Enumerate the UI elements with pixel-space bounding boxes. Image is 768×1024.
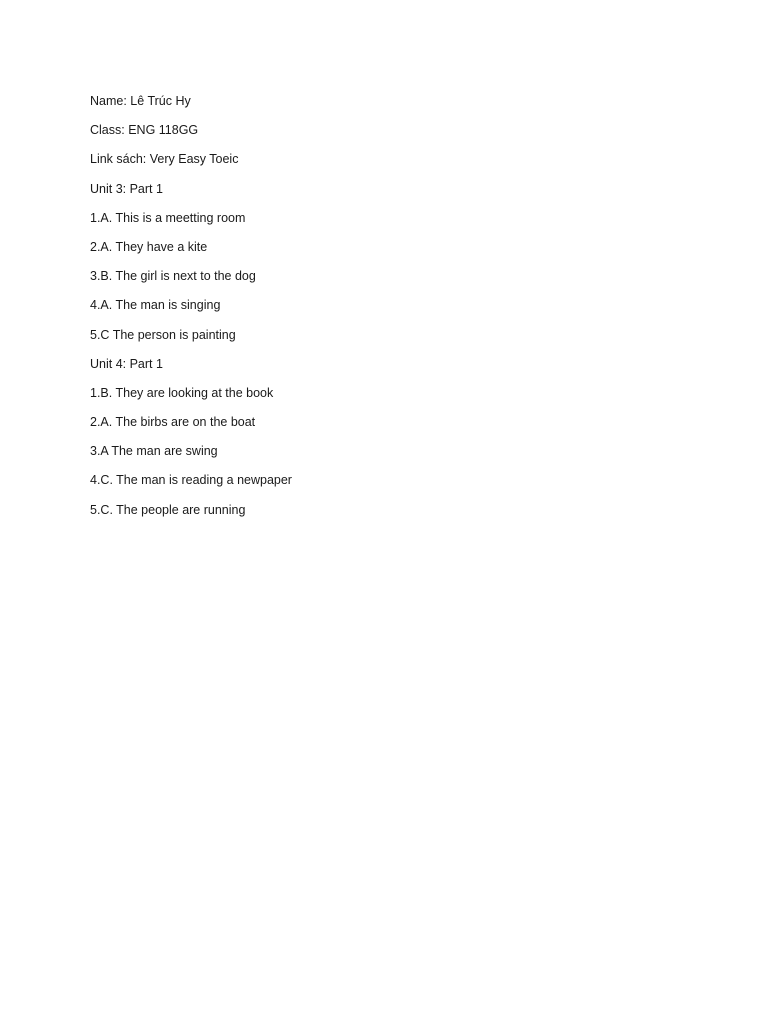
unit-3-answer-4: 4.A. The man is singing bbox=[90, 298, 221, 313]
unit-3-answer-2: 2.A. They have a kite bbox=[90, 239, 208, 254]
unit-4-answer-3: 3.A The man are swing bbox=[90, 444, 218, 459]
unit-3-answer-5: 5.C The person is painting bbox=[90, 327, 236, 342]
unit-3-answer-3: 3.B. The girl is next to the dog bbox=[90, 269, 256, 284]
unit-3-answer-1: 1.A. This is a meetting room bbox=[90, 210, 246, 225]
unit-4-heading: Unit 4: Part 1 bbox=[90, 356, 163, 371]
student-name: Name: Lê Trúc Hy bbox=[90, 94, 191, 108]
book-link: Link sách: Very Easy Toeic bbox=[90, 152, 239, 167]
unit-4-answer-2: 2.A. The birbs are on the boat bbox=[90, 415, 256, 430]
unit-4-answer-5: 5.C. The people are running bbox=[90, 502, 246, 517]
document-body bbox=[90, 93, 690, 531]
unit-4-answer-4: 4.C. The man is reading a newpaper bbox=[90, 473, 292, 488]
unit-4-answer-1: 1.B. They are looking at the book bbox=[90, 385, 274, 400]
unit-3-heading: Unit 3: Part 1 bbox=[90, 181, 163, 196]
class-info: Class: ENG 118GG bbox=[90, 123, 199, 138]
